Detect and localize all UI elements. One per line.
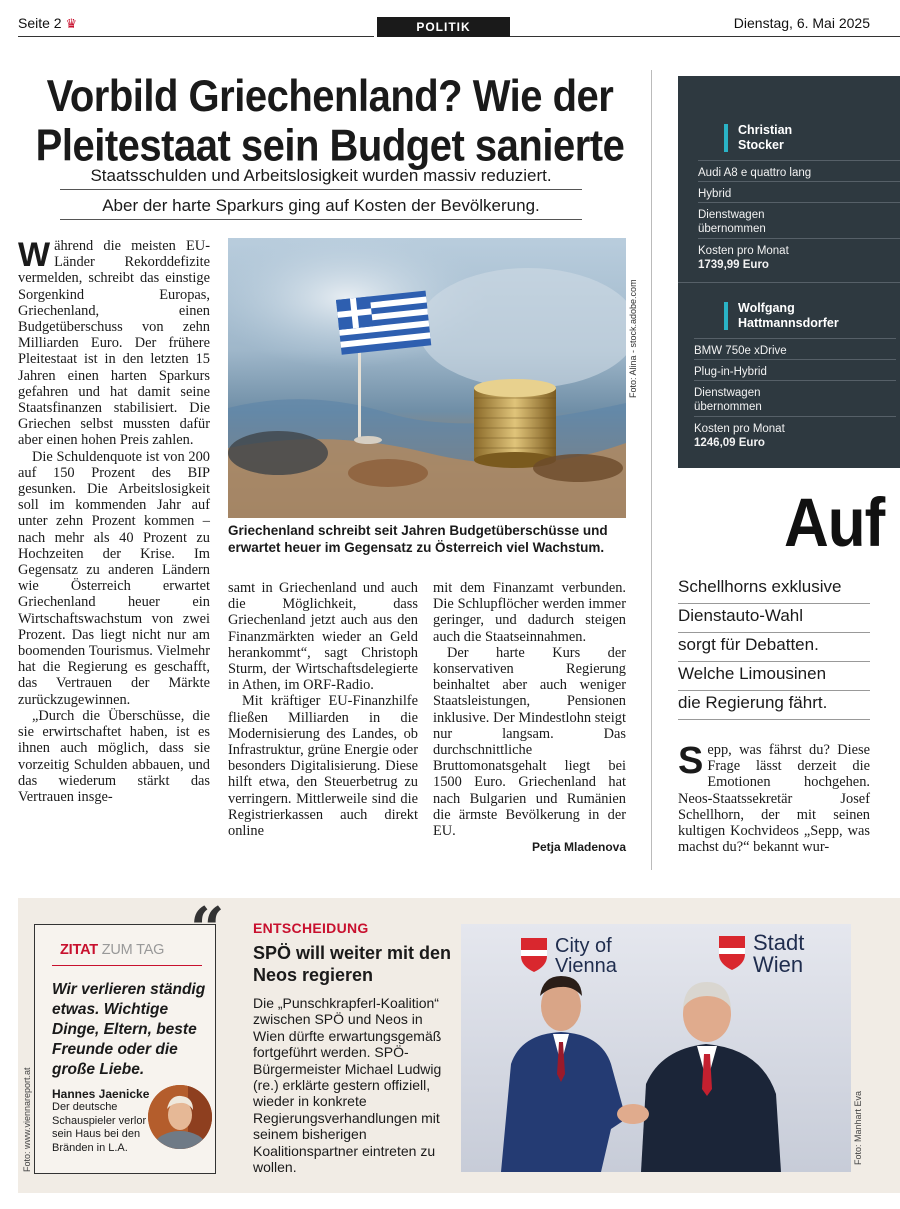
paragraph: Die Schuldenquote ist von 200 auf 150 Prozent des BIP gesunken. Die Arbeitslosigkeit soll im kommenden Jahr auf unter zehn Prozent kommen – nach mehr als 40 Prozent zu Hochzeiten der Krise. Im Gegensatz zu anderen Ländern wie Österreich erwartet Griechenland heuer ein Wirtschaftswachstum von zwei Prozent. Das liegt nicht nur am boomenden Tourismus. Vielmehr hat die Regierung es geschafft, das Vertrauen der Märkte zurückzugewinnen. [18, 448, 210, 708]
person-name-stocker [738, 123, 792, 153]
greece-coins-image [228, 238, 626, 518]
decision-text: Die „Punschkrapferl-Koalition“ zwischen SPÖ und Neos in Wien dürfte erwartungsgemäß fortgeführt werden. SPÖ-Bürgermeister Michael Ludwig (re.) erklärte gestern offiziell, wieder in konkrete Regierungsverhandlungen mit seinem bisherigen Koalitionspartner eintreten zu wollen. [253, 995, 442, 1176]
quote-title-grey: ZUM TAG [97, 942, 165, 958]
headline-line-1: Vorbild Griechenland? Wie der [46, 72, 614, 122]
status-line: übernommen [698, 223, 766, 235]
article-column-1 [18, 238, 210, 805]
status-line: Dienstwagen [698, 209, 765, 221]
handshake-image [461, 924, 851, 1172]
car-status [698, 202, 900, 236]
quote-text: Wir verlieren ständig etwas. Wichtige Dinge, Eltern, beste Freunde oder die große Liebe. [52, 981, 206, 1078]
quote-rule [52, 965, 202, 966]
car-cost [698, 238, 900, 272]
avatar [148, 1085, 212, 1149]
car-drive: Plug-in-Hybrid [694, 359, 896, 379]
side-tease-line: Welche Limousinen [678, 664, 870, 691]
paragraph: „Durch die Überschüsse, die sie erwirtschaftet haben, ist es ihnen auch möglich, dass sie vorzeitig Schulden abbauen, und das wiederum stärkt das Vertrauen insge- [18, 707, 210, 805]
sign-text: City of [555, 935, 612, 957]
quote-marks-icon: “ [190, 895, 225, 965]
paragraph-text: ährend die meisten EU-Länder Rekorddefizite vermelden, schreibt das einstige Sorgenkind Europas, Griechenland, einen Budgetüberschuss von zehn Milliarden Euro. Der frühere Pleitestaat ist in den letzten 15 Jahren einen harten Sparkurs gefahren und hat damit seine Staatsfinanzen stabilisiert. Die Griechen selbst mussten dafür aber einen hohen Preis zahlen. [18, 238, 210, 449]
quote-title [60, 942, 164, 958]
article-column-3 [433, 580, 626, 854]
sign-text: Stadt [753, 930, 805, 955]
official-cars-panel [678, 76, 900, 468]
handshake [617, 1104, 649, 1124]
status-line: Dienstwagen [694, 387, 761, 399]
side-headline: Auf [784, 485, 885, 562]
name-line: Christian [738, 123, 793, 137]
car-model: BMW 750e xDrive [694, 338, 896, 358]
photo-credit: Foto: Alina - stock.adobe.com [628, 279, 638, 398]
paragraph [18, 238, 210, 449]
decision-kicker: ENTSCHEIDUNG [253, 920, 369, 936]
paragraph: samt in Griechenland und auch die Möglichkeit, dass Griechenland jetzt auch aus den Finanzmärkten wieder an Geld herankommt“, sagt Christoph Sturm, der Wirtschaftsdelegierte in Athen, im ORF-Radio. [228, 580, 418, 694]
person-name-hattmannsdorfer [738, 301, 839, 331]
article-photo [228, 238, 626, 518]
car-drive: Hybrid [698, 181, 900, 201]
cost-label: Kosten pro Monat [694, 423, 785, 435]
sign-text: Wien [753, 952, 804, 977]
decision-title: SPÖ will weiter mit den Neos regieren [253, 943, 452, 985]
section-tag: POLITIK [377, 17, 510, 37]
page-label: Seite 2 [18, 15, 62, 31]
side-tease-line: sorgt für Debatten. [678, 635, 870, 662]
sign-text: Vienna [555, 955, 617, 977]
quote-title-red: ZITAT [60, 942, 98, 958]
paragraph: Der harte Kurs der konservativen Regierung beinhaltet aber auch weniger Staatsleistungen, Pensionen inklusive. Der Mindestlohn steigt nur langsam. Das durchschnittliche Bruttomonatsgehalt liegt bei 1500 Euro. Griechenland hat nach Bulgarien und Rumänien die ärmste Bevölkerung in der EU. [433, 644, 626, 840]
side-tease-line: Schellhorns exklusive [678, 577, 870, 604]
accent-bar [724, 124, 728, 152]
decision-photo [461, 924, 851, 1172]
article-subhead-2: Aber der harte Sparkurs ging auf Kosten der Bevölkerung. [60, 196, 582, 220]
cost-value: 1739,99 Euro [698, 259, 769, 271]
side-tease-line: die Regierung fährt. [678, 693, 870, 720]
status-line: übernommen [694, 401, 762, 413]
quote-author-description: Der deutsche Schauspieler verlor sein Haus bei den Bränden in L.A. [52, 1101, 147, 1154]
photo-credit: Foto: Manhart Eva [853, 1090, 863, 1165]
car-cost [694, 416, 896, 450]
cost-value: 1246,09 Euro [694, 437, 765, 449]
name-line: Wolfgang [738, 301, 795, 315]
page-number [18, 15, 77, 32]
paragraph: mit dem Finanzamt verbunden. Die Schlupflöcher werden immer geringer, und dadurch steigen auch die Staatseinnahmen. [433, 580, 626, 645]
paragraph: Mit kräftiger EU-Finanzhilfe fließen Milliarden in die Modernisierung des Landes, ob Infrastruktur, grüne Energie oder besonders Digitalisierung. Diese hilft etwa, den Steuerbetrug zu verringern. Mittlerweile sind die Registrierkassen auch direkt online [228, 693, 418, 840]
photo-credit: Foto: www.viennareport.at [22, 1067, 32, 1172]
portrait-image [148, 1085, 212, 1149]
car-model: Audi A8 e quattro lang [698, 160, 900, 180]
cost-label: Kosten pro Monat [698, 245, 789, 257]
side-tease-line: Dienstauto-Wahl [678, 606, 870, 633]
author-byline: Petja Mladenova [531, 840, 626, 855]
car-status [694, 380, 896, 414]
side-story-text [678, 742, 870, 855]
column-divider [651, 70, 652, 870]
name-line: Stocker [738, 138, 784, 152]
article-column-2 [228, 580, 418, 839]
drop-cap: S [678, 740, 704, 782]
drop-cap: W [18, 236, 51, 274]
quote-author: Hannes Jaenicke [52, 1087, 150, 1101]
crown-icon: ♛ [65, 16, 78, 31]
article-headline [30, 72, 630, 171]
headline-line-2: Pleitestaat sein Budget sanierte [35, 121, 625, 171]
paragraph-text: epp, was fährst du? Diese Frage lässt derzeit die Emotionen hochgehen. Neos-Staatssekretär Josef Schellhorn, der mit seinen kultigen Kochvideos „Sepp, was machst du?“ bekannt wur- [678, 742, 870, 856]
header-rule-right [510, 36, 900, 37]
issue-date: Dienstag, 6. Mai 2025 [733, 15, 870, 31]
photo-caption: Griechenland schreibt seit Jahren Budgetüberschüsse und erwartet heuer im Gegensatz zu Österreich viel Wachstum. [228, 523, 608, 555]
article-subhead-1: Staatsschulden und Arbeitslosigkeit wurden massiv reduziert. [60, 166, 582, 190]
name-line: Hattmannsdorfer [738, 316, 839, 330]
header-rule-left [18, 36, 374, 37]
panel-divider [678, 282, 900, 283]
accent-bar [724, 302, 728, 330]
